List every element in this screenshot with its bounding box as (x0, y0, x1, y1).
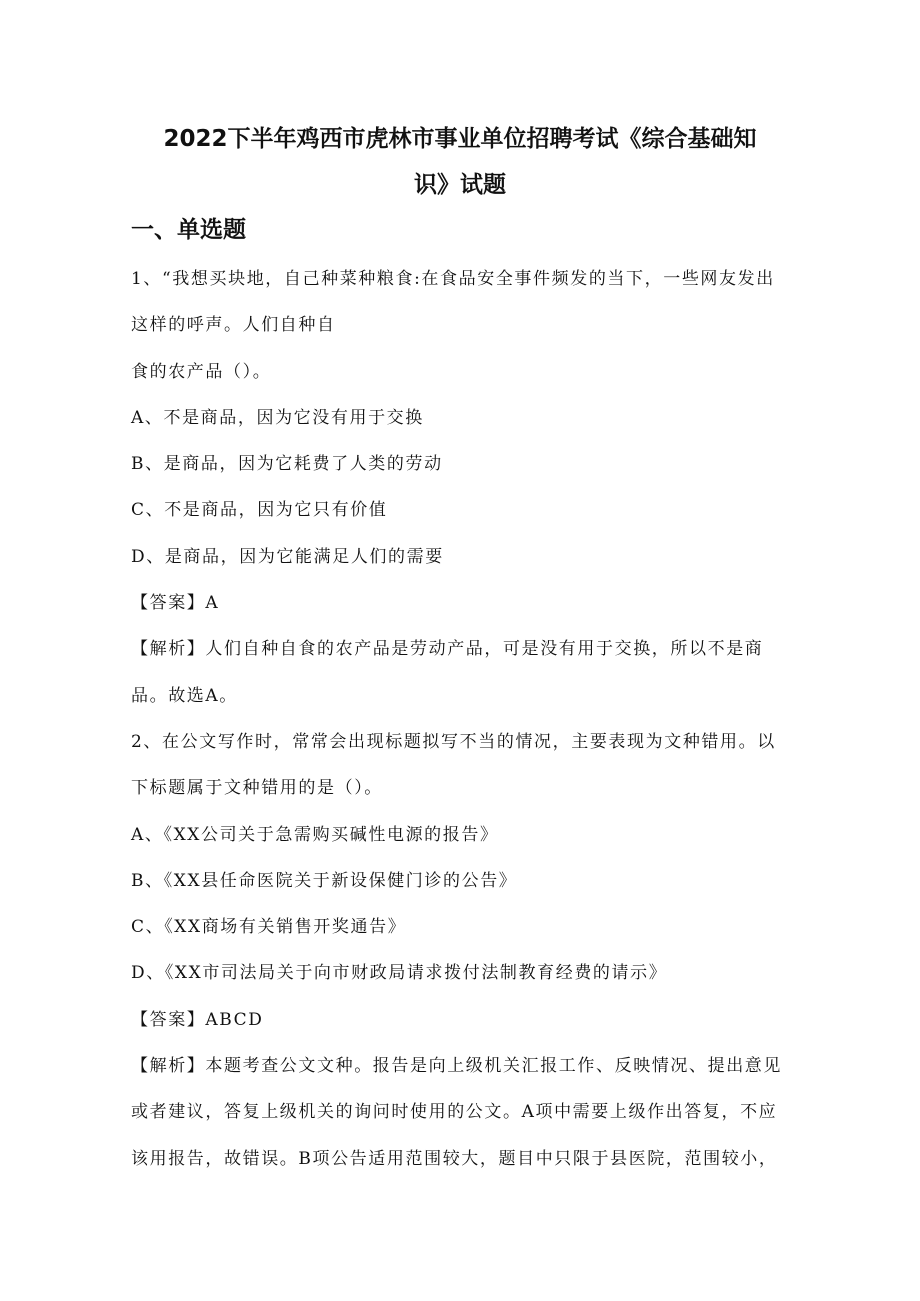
question-1-option-d: D、是商品，因为它能满足人们的需要 (131, 547, 444, 567)
document-title-line-2: 识》试题 (414, 172, 506, 198)
question-2-option-a: A、《XX公司关于急需购买碱性电源的报告》 (131, 825, 499, 845)
document-title-line-1: 2022下半年鸡西市虎林市事业单位招聘考试《综合基础知 (163, 126, 757, 152)
question-2-stem-line-1: 2、在公文写作时，常常会出现标题拟写不当的情况，主要表现为文种错用。以 (131, 732, 776, 752)
question-2-explanation-line-1: 【解析】本题考查公文文种。报告是向上级机关汇报工作、反映情况、提出意见 (131, 1056, 782, 1076)
question-1-option-a: A、不是商品，因为它没有用于交换 (131, 408, 424, 428)
question-1-explanation-line-1: 【解析】人们自种自食的农产品是劳动产品，可是没有用于交换，所以不是商 (131, 639, 764, 659)
section-heading: 一、单选题 (131, 217, 246, 243)
question-1-stem-line-1: 1、“我想买块地，自己种菜种粮食:在食品安全事件频发的当下，一些网友发出 (131, 269, 775, 289)
question-2-option-b: B、《XX县任命医院关于新设保健门诊的公告》 (131, 871, 518, 891)
question-1-stem-line-2: 这样的呼声。人们自种自 (131, 315, 336, 335)
question-2-answer: 【答案】ABCD (131, 1010, 264, 1030)
question-1-explanation-line-2: 品。故选A。 (131, 686, 238, 706)
question-2-stem-line-2: 下标题属于文种错用的是（）。 (131, 778, 383, 798)
question-2-explanation-line-2: 或者建议，答复上级机关的询问时使用的公文。A项中需要上级作出答复，不应 (131, 1102, 778, 1122)
question-1-stem-line-3: 食的农产品（）。 (131, 362, 272, 382)
question-1-answer: 【答案】A (131, 593, 220, 613)
question-1-option-b: B、是商品，因为它耗费了人类的劳动 (131, 454, 443, 474)
question-2-option-c: C、《XX商场有关销售开奖通告》 (131, 917, 407, 937)
question-1-option-c: C、不是商品，因为它只有价值 (131, 500, 388, 520)
question-2-explanation-line-3: 该用报告，故错误。B项公告适用范围较大，题目中只限于县医院，范围较小， (131, 1149, 778, 1169)
question-2-option-d: D、《XX市司法局关于向市财政局请求拨付法制教育经费的请示》 (131, 963, 668, 983)
